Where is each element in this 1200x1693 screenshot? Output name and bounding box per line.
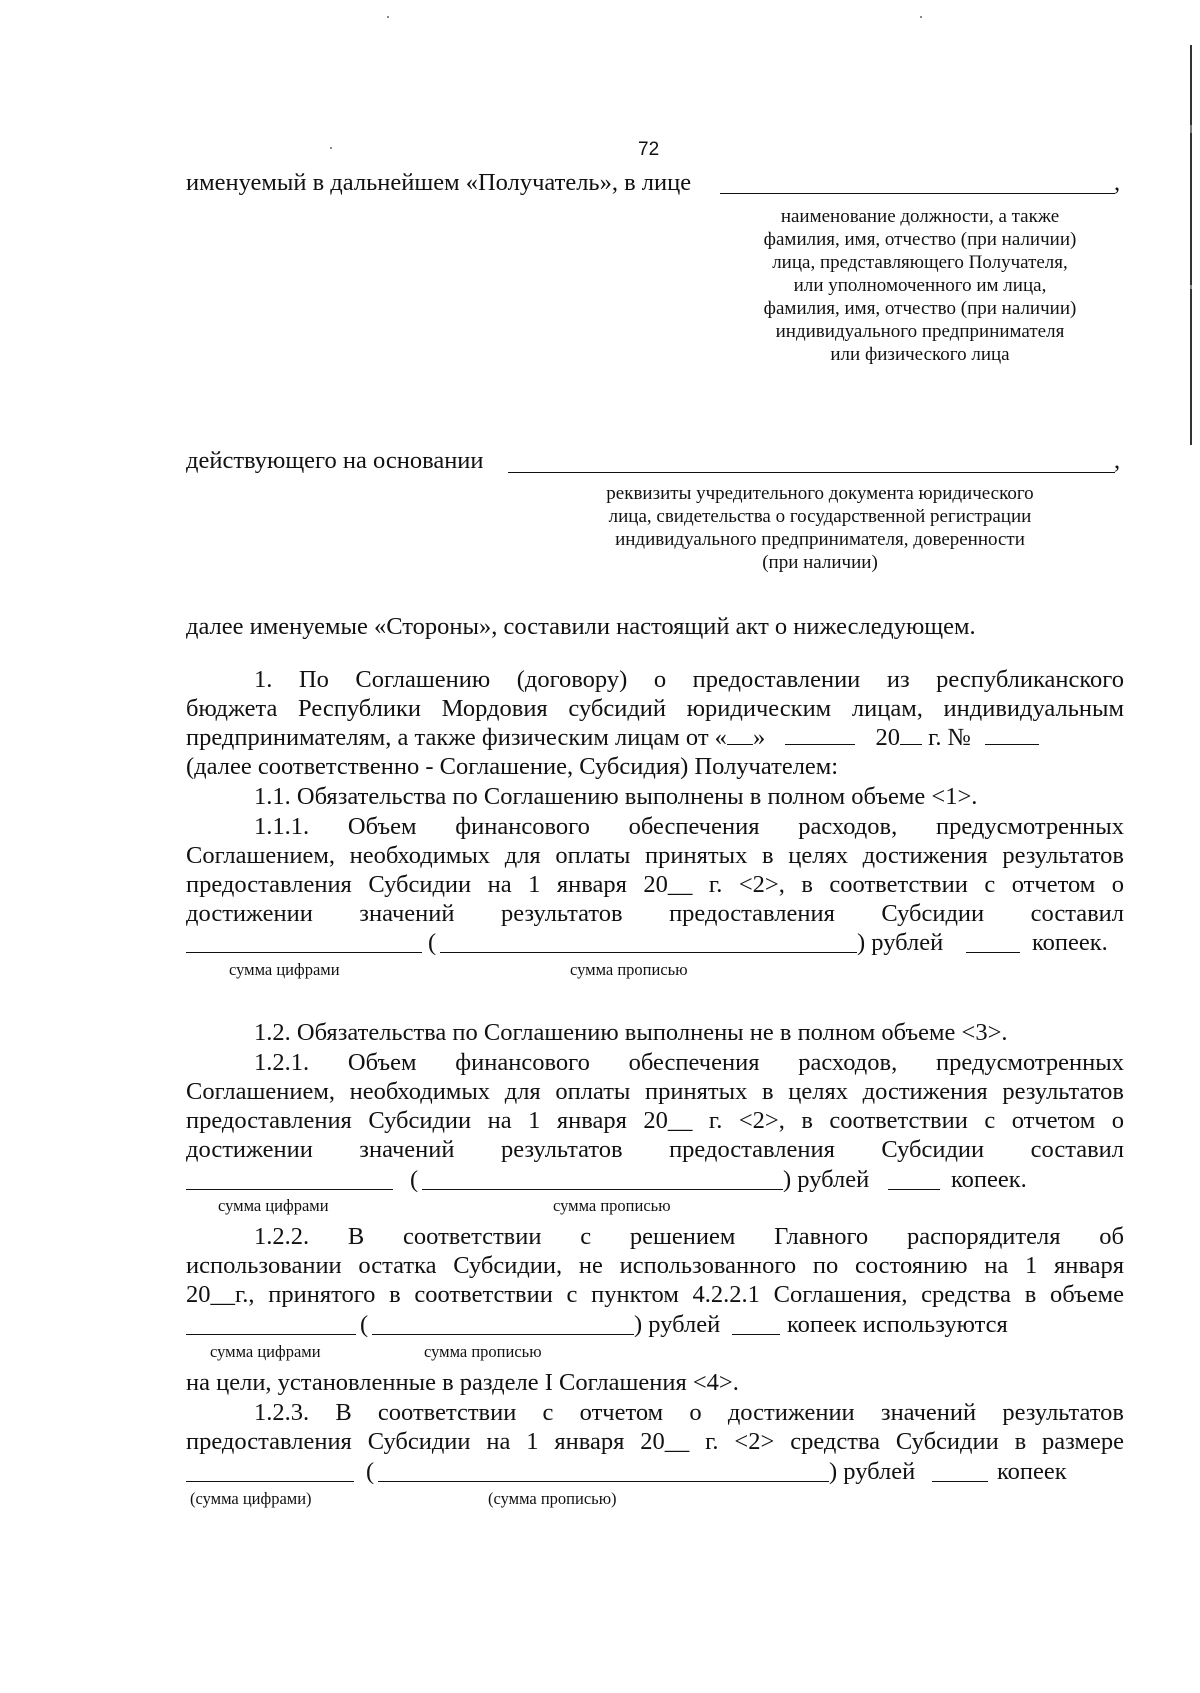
note-line: или уполномоченного им лица, xyxy=(793,275,1047,296)
p1-2-3-kop: копеек xyxy=(997,1458,1067,1485)
year-blank xyxy=(900,724,922,745)
p1-2-1-digits-blank xyxy=(186,1189,393,1190)
p1-1-1-words-blank xyxy=(440,952,857,953)
p1-2-2-kop: копеек используются xyxy=(787,1311,1008,1338)
page-number: 72 xyxy=(638,139,660,160)
p1-2-1-words-blank xyxy=(422,1189,783,1190)
p1-2-3-rub: ) рублей xyxy=(829,1458,916,1485)
p1-2-2-paren: ( xyxy=(360,1311,369,1338)
label-sum-words: (сумма прописью) xyxy=(488,1489,617,1508)
note-line: фамилия, имя, отчество (при наличии) xyxy=(763,229,1077,250)
p1-2-1-kop-blank xyxy=(888,1189,940,1190)
parties-line: далее именуемые «Стороны», составили настоящий акт о нижеследующем. xyxy=(186,613,976,640)
p1-2-3-paren: ( xyxy=(366,1458,375,1485)
p1-2-1-kop: копеек. xyxy=(951,1166,1027,1193)
note-line: индивидуального предпринимателя, доверенности xyxy=(615,529,1025,550)
p1-2-2-kop-blank xyxy=(732,1334,780,1335)
p1-quote: » xyxy=(752,724,766,751)
p1-2-3-line2: предоставления Субсидии на 1 января 20__ г. <2> средства Субсидии в размере xyxy=(186,1428,1124,1455)
scan-speck xyxy=(920,16,922,18)
p1-1-1-paren: ( xyxy=(428,929,437,956)
p1-2-1-line3: предоставления Субсидии на 1 января 20__ г. <2>, в соответствии с отчетом о xyxy=(186,1107,1124,1134)
p1-2-3-line1: 1.2.3. В соответствии с отчетом о достижении значений результатов xyxy=(254,1399,1124,1426)
p1-2-2-line3: 20__г., принятого в соответствии с пунктом 4.2.2.1 Соглашения, средства в объеме xyxy=(186,1281,1124,1308)
month-blank xyxy=(785,724,855,745)
label-sum-digits: сумма цифрами xyxy=(229,960,340,979)
p1-2-1-line4: достижении значений результатов предоставления Субсидии составил xyxy=(186,1136,1124,1163)
p1-year-suffix: г. № xyxy=(928,724,971,751)
note-line: индивидуального предпринимателя xyxy=(775,321,1065,342)
note-line: лица, свидетельства о государственной регистрации xyxy=(608,506,1032,527)
p1-2-3-words-blank xyxy=(378,1481,829,1482)
number-blank xyxy=(985,724,1039,745)
p1-2-1-paren: ( xyxy=(410,1166,419,1193)
p1-1-1-kop-blank xyxy=(966,952,1020,953)
p1-1-1-line4: достижении значений результатов предоставления Субсидии составил xyxy=(186,900,1124,927)
p1-2-line: 1.2. Обязательства по Соглашению выполнены не в полном объеме <3>. xyxy=(254,1019,1008,1046)
p1-2-2-digits-blank xyxy=(186,1334,356,1335)
basis-line: действующего на основании xyxy=(186,447,484,474)
note-line: реквизиты учредительного документа юридического xyxy=(606,483,1034,504)
p1-1-1-kop: копеек. xyxy=(1032,929,1108,956)
p1-1-1-rub: ) рублей xyxy=(857,929,944,956)
scan-speck xyxy=(387,16,389,18)
basis-blank xyxy=(508,472,1115,473)
p1-2-1-rub: ) рублей xyxy=(783,1166,870,1193)
scan-speck xyxy=(330,147,332,149)
label-sum-digits: сумма цифрами xyxy=(218,1196,329,1215)
label-sum-digits: (сумма цифрами) xyxy=(190,1489,312,1508)
p1-2-2-line1: 1.2.2. В соответствии с решением Главного распорядителя об xyxy=(254,1223,1124,1250)
p1-1-1-digits-blank xyxy=(186,952,422,953)
note-line: или физического лица xyxy=(830,344,1010,365)
p1-1-1-line2: Соглашением, необходимых для оплаты принятых в целях достижения результатов xyxy=(186,842,1124,869)
p1-2-1-line1: 1.2.1. Объем финансового обеспечения расходов, предусмотренных xyxy=(254,1049,1124,1076)
representative-note xyxy=(720,205,1120,366)
label-sum-words: сумма прописью xyxy=(424,1342,542,1361)
p1-line3 xyxy=(186,723,1124,752)
basis-note xyxy=(560,482,1080,574)
p1-2-1-line2: Соглашением, необходимых для оплаты принятых в целях достижения результатов xyxy=(186,1078,1124,1105)
label-sum-words: сумма прописью xyxy=(553,1196,671,1215)
p1-line4: (далее соответственно - Соглашение, Субсидия) Получателем: xyxy=(186,753,839,780)
representative-blank xyxy=(720,193,1115,194)
p1-2-2-rub: ) рублей xyxy=(634,1311,721,1338)
note-line: фамилия, имя, отчество (при наличии) xyxy=(763,298,1077,319)
basis-comma: , xyxy=(1114,447,1121,474)
scan-edge-mark xyxy=(1190,45,1192,445)
label-sum-words: сумма прописью xyxy=(570,960,688,979)
p1-line1: 1. По Соглашению (договору) о предоставлении из республиканского xyxy=(254,666,1124,693)
p1-year-prefix: 20 xyxy=(875,724,900,751)
p1-line3-text: предпринимателям, а также физическим лицам от « xyxy=(186,724,727,751)
note-line: лица, представляющего Получателя, xyxy=(772,252,1068,273)
intro-comma: , xyxy=(1114,169,1121,196)
intro-line: именуемый в дальнейшем «Получатель», в лице xyxy=(186,169,692,196)
p1-2-2-words-blank xyxy=(372,1334,634,1335)
p1-2-3-kop-blank xyxy=(932,1481,988,1482)
note-line: (при наличии) xyxy=(762,552,878,573)
p1-1-1-line1: 1.1.1. Объем финансового обеспечения расходов, предусмотренных xyxy=(254,813,1124,840)
day-blank xyxy=(727,724,753,745)
p1-2-2-line5: на цели, установленные в разделе I Соглашения <4>. xyxy=(186,1369,739,1396)
p1-2-3-digits-blank xyxy=(186,1481,354,1482)
p1-1-1-line3: предоставления Субсидии на 1 января 20__ г. <2>, в соответствии с отчетом о xyxy=(186,871,1124,898)
p1-line2: бюджета Республики Мордовия субсидий юридическим лицам, индивидуальным xyxy=(186,695,1124,722)
note-line: наименование должности, а также xyxy=(780,206,1060,227)
p1-1-line: 1.1. Обязательства по Соглашению выполнены в полном объеме <1>. xyxy=(254,783,978,810)
label-sum-digits: сумма цифрами xyxy=(210,1342,321,1361)
p1-2-2-line2: использовании остатка Субсидии, не использованного по состоянию на 1 января xyxy=(186,1252,1124,1279)
